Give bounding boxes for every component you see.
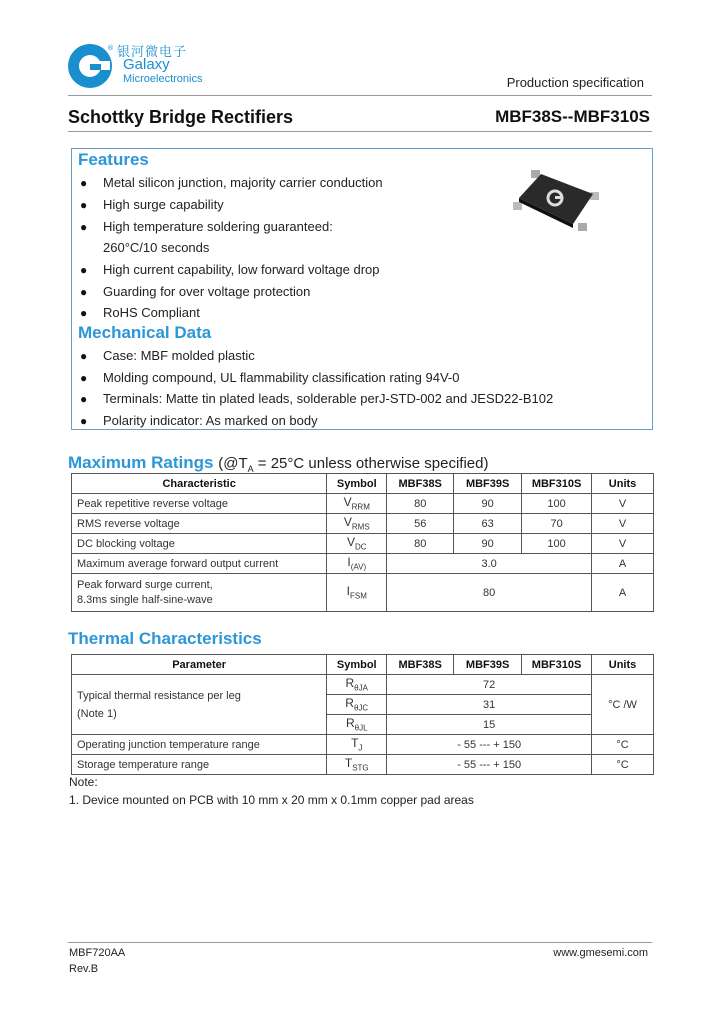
table-row — [72, 675, 654, 695]
characteristic: Maximum average forward output current — [72, 554, 327, 574]
cond-prefix: (@T — [218, 455, 248, 472]
unit: V — [592, 514, 654, 534]
feature-item: High surge capability — [103, 197, 224, 212]
parameter: Operating junction temperature range — [72, 735, 327, 755]
footer-divider — [68, 942, 652, 943]
value-all: - 55 --- + 150 — [387, 755, 592, 775]
table-row — [72, 735, 654, 755]
bullet-icon: ● — [80, 371, 88, 385]
bullet-icon: ● — [80, 198, 88, 212]
note-item: 1. Device mounted on PCB with 10 mm x 20 mm x 0.1mm copper pad areas — [69, 793, 474, 807]
feature-item: High current capability, low forward voltage drop — [103, 262, 380, 277]
value-mbf39s: 90 — [454, 534, 522, 554]
mechanical-item: Polarity indicator: As marked on body — [103, 413, 318, 428]
table-row — [72, 494, 654, 514]
feature-item: Metal silicon junction, majority carrier conduction — [103, 175, 383, 190]
value-all: 3.0 — [387, 554, 592, 574]
mechanical-item: Molding compound, UL flammability classification rating 94V-0 — [103, 370, 460, 385]
bullet-icon: ● — [80, 349, 88, 363]
value-all: - 55 --- + 150 — [387, 735, 592, 755]
value-all: 15 — [387, 715, 592, 735]
table-row — [72, 755, 654, 775]
parameter: Storage temperature range — [72, 755, 327, 775]
table-row — [72, 554, 654, 574]
table-row — [72, 514, 654, 534]
col-header: Parameter — [72, 655, 327, 675]
col-header: MBF38S — [387, 655, 454, 675]
col-header: MBF310S — [522, 655, 592, 675]
mechanical-heading: Mechanical Data — [78, 323, 212, 342]
galaxy-logo-icon — [66, 42, 114, 90]
col-header: MBF39S — [454, 655, 522, 675]
bullet-icon: ● — [80, 176, 88, 190]
symbol: $T_J$ — [327, 735, 387, 755]
logo-subtitle: Microelectronics — [123, 73, 203, 85]
note-label: Note: — [69, 775, 98, 789]
col-header: Units — [592, 655, 654, 675]
col-header: Units — [592, 474, 654, 494]
parameter: Typical thermal resistance per leg (Note 1) — [72, 675, 327, 735]
unit: °C — [592, 735, 654, 755]
bullet-icon: ● — [80, 306, 88, 320]
col-header: MBF38S — [387, 474, 454, 494]
characteristic: Peak repetitive reverse voltage — [72, 494, 327, 514]
value-mbf310s: 100 — [522, 494, 592, 514]
value-mbf39s: 90 — [454, 494, 522, 514]
symbol: $R_{\theta JL}$ — [327, 715, 387, 735]
thermal-table — [71, 654, 654, 775]
title-divider — [68, 131, 652, 132]
table-row — [72, 574, 654, 612]
table-header-row — [72, 474, 654, 494]
col-header: Symbol — [327, 474, 387, 494]
col-header: Characteristic — [72, 474, 327, 494]
cond-suffix: = 25°C unless otherwise specified) — [253, 455, 489, 472]
mechanical-item: Case: MBF molded plastic — [103, 348, 255, 363]
bullet-icon: ● — [80, 414, 88, 428]
max-ratings-condition — [218, 455, 488, 472]
bullet-icon: ● — [80, 285, 88, 299]
unit: °C — [592, 755, 654, 775]
thermal-heading: Thermal Characteristics — [68, 629, 262, 648]
header-divider — [68, 95, 652, 96]
mechanical-item: Terminals: Matte tin plated leads, solderable perJ-STD-002 and JESD22-B102 — [103, 391, 554, 406]
doc-id: MBF720AA — [69, 947, 126, 959]
bullet-icon: ● — [80, 220, 88, 234]
feature-item-continuation: 260°C/10 seconds — [103, 240, 210, 255]
feature-item: RoHS Compliant — [103, 305, 200, 320]
unit: °C /W — [592, 675, 654, 735]
feature-item: Guarding for over voltage protection — [103, 284, 311, 299]
website-link[interactable]: www.gmesemi.com — [553, 947, 648, 959]
features-heading: Features — [78, 150, 149, 169]
cond-subscript: A — [247, 464, 254, 474]
characteristic: Peak forward surge current, 8.3ms single half-sine-wave — [72, 574, 327, 612]
col-header: MBF39S — [454, 474, 522, 494]
value-mbf38s: 80 — [387, 534, 454, 554]
bullet-icon: ● — [80, 263, 88, 277]
logo-chinese-name: 银河微电子 — [117, 45, 188, 60]
value-mbf310s: 70 — [522, 514, 592, 534]
svg-text:®: ® — [107, 44, 114, 52]
document-title: Schottky Bridge Rectifiers — [68, 107, 294, 127]
symbol: $I_{FSM}$ — [327, 574, 387, 612]
symbol: $V_{RMS}$ — [327, 514, 387, 534]
max-ratings-table — [71, 473, 654, 612]
part-number-range: MBF38S--MBF310S — [495, 107, 650, 126]
value-all: 31 — [387, 695, 592, 715]
unit: A — [592, 554, 654, 574]
max-ratings-title: Maximum Ratings — [68, 453, 214, 472]
characteristic: RMS reverse voltage — [72, 514, 327, 534]
value-mbf310s: 100 — [522, 534, 592, 554]
symbol: $I_{(AV)}$ — [327, 554, 387, 574]
bullet-icon: ● — [80, 392, 88, 406]
logo-name: Galaxy — [123, 56, 170, 73]
production-spec-label: Production specification — [506, 75, 644, 90]
symbol: $R_{\theta JC}$ — [327, 695, 387, 715]
max-ratings-heading — [68, 453, 489, 474]
characteristic: DC blocking voltage — [72, 534, 327, 554]
mbf-package-image — [511, 168, 601, 234]
symbol: $T_{STG}$ — [327, 755, 387, 775]
symbol: $R_{\theta JA}$ — [327, 675, 387, 695]
feature-item: High temperature soldering guaranteed: — [103, 219, 333, 234]
value-mbf38s: 56 — [387, 514, 454, 534]
value-all: 72 — [387, 675, 592, 695]
col-header: Symbol — [327, 655, 387, 675]
symbol: $V_{RRM}$ — [327, 494, 387, 514]
symbol: $V_{DC}$ — [327, 534, 387, 554]
revision: Rev.B — [69, 963, 99, 975]
table-header-row — [72, 655, 654, 675]
value-all: 80 — [387, 574, 592, 612]
table-row — [72, 534, 654, 554]
unit: A — [592, 574, 654, 612]
value-mbf39s: 63 — [454, 514, 522, 534]
unit: V — [592, 534, 654, 554]
col-header: MBF310S — [522, 474, 592, 494]
value-mbf38s: 80 — [387, 494, 454, 514]
unit: V — [592, 494, 654, 514]
